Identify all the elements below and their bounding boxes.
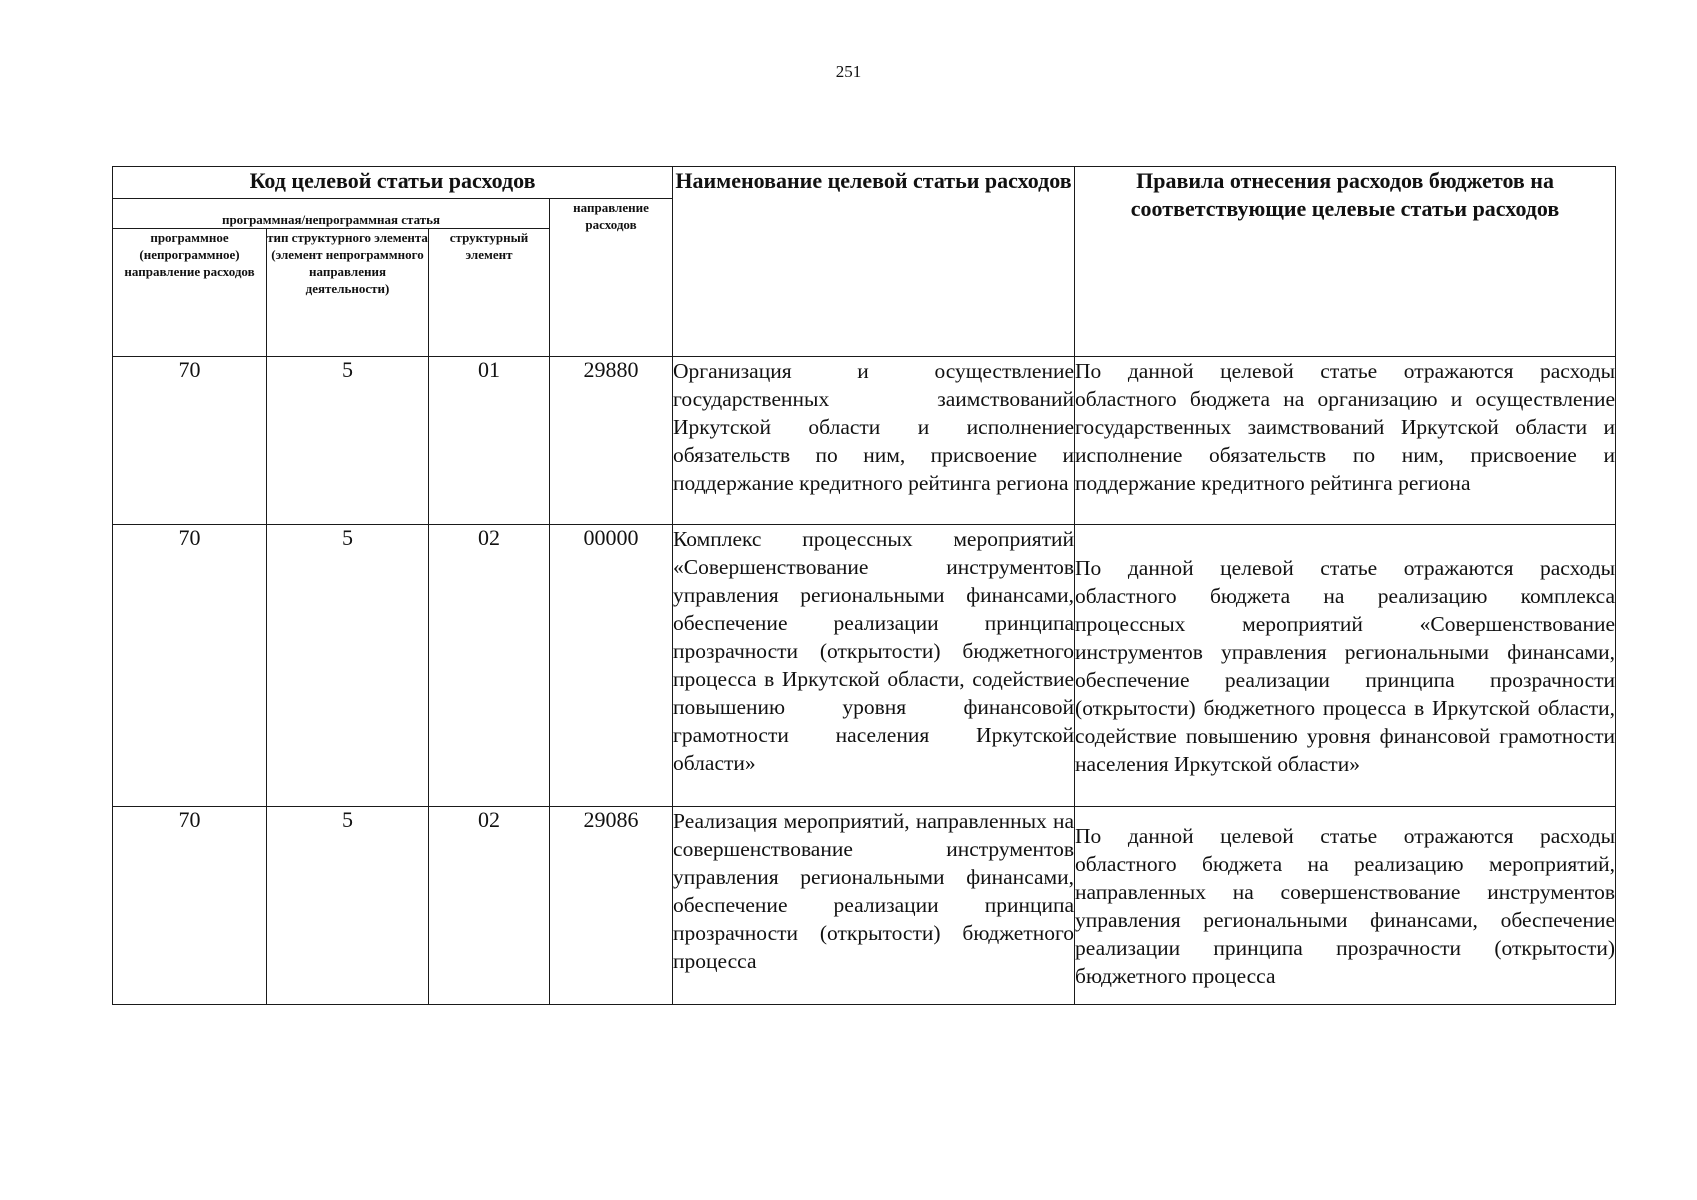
cell-structural-element: 02 xyxy=(429,525,550,807)
cell-article-rule: По данной целевой статье отражаются расходы областного бюджета на реализацию мероприятий, направленных на совершенствование инструментов управления региональными финансами, обеспечение реализации принципа прозрачности (открытости) бюджетного процесса xyxy=(1075,807,1616,1005)
page-number: 251 xyxy=(835,62,862,81)
cell-expense-direction: 00000 xyxy=(550,525,673,807)
header-structural-element: структурный элемент xyxy=(429,229,550,357)
cell-program-direction: 70 xyxy=(113,357,267,525)
header-program-article: программная/непрограммная статья xyxy=(113,199,550,229)
table-row xyxy=(113,357,1616,525)
table-header xyxy=(113,167,1616,357)
target-article-table xyxy=(112,166,1616,1005)
cell-structural-element-type: 5 xyxy=(267,807,429,1005)
header-rules-title: Правила отнесения расходов бюджетов на соответствующие целевые статьи расходов xyxy=(1075,167,1616,357)
header-expense-direction: направление расходов xyxy=(550,199,673,357)
table-row xyxy=(113,525,1616,807)
cell-program-direction: 70 xyxy=(113,807,267,1005)
cell-article-rule: По данной целевой статье отражаются расходы областного бюджета на реализацию комплекса процессных мероприятий «Совершенствование инструментов управления региональными финансами, обеспечение реализации принципа прозрачности (открытости) бюджетного процесса в Иркутской области, содействие повышению уровня финансовой грамотности населения Иркутской области» xyxy=(1075,525,1616,807)
header-program-direction: программное (непрограммное) направление расходов xyxy=(113,229,267,357)
header-name-title: Наименование целевой статьи расходов xyxy=(673,167,1075,357)
header-structural-element-type: тип структурного элемента (элемент непрограммного направления деятельности) xyxy=(267,229,429,357)
cell-structural-element: 02 xyxy=(429,807,550,1005)
cell-article-rule: По данной целевой статье отражаются расходы областного бюджета на организацию и осуществление государственных заимствований Иркутской области и исполнение обязательств по ним, присвоение и поддержание кредитного рейтинга региона xyxy=(1075,357,1616,525)
cell-article-name: Реализация мероприятий, направленных на совершенствование инструментов управления региональными финансами, обеспечение реализации принципа прозрачности (открытости) бюджетного процесса xyxy=(673,807,1075,1005)
header-code-title: Код целевой статьи расходов xyxy=(113,167,673,199)
cell-structural-element-type: 5 xyxy=(267,357,429,525)
cell-structural-element-type: 5 xyxy=(267,525,429,807)
cell-article-name: Комплекс процессных мероприятий «Совершенствование инструментов управления региональными финансами, обеспечение реализации принципа прозрачности (открытости) бюджетного процесса в Иркутской области, содействие повышению уровня финансовой грамотности населения Иркутской области» xyxy=(673,525,1075,807)
cell-article-name: Организация и осуществление государственных заимствований Иркутской области и исполнение обязательств по ним, присвоение и поддержание кредитного рейтинга региона xyxy=(673,357,1075,525)
cell-structural-element: 01 xyxy=(429,357,550,525)
cell-expense-direction: 29880 xyxy=(550,357,673,525)
cell-program-direction: 70 xyxy=(113,525,267,807)
table-row xyxy=(113,807,1616,1005)
cell-expense-direction: 29086 xyxy=(550,807,673,1005)
